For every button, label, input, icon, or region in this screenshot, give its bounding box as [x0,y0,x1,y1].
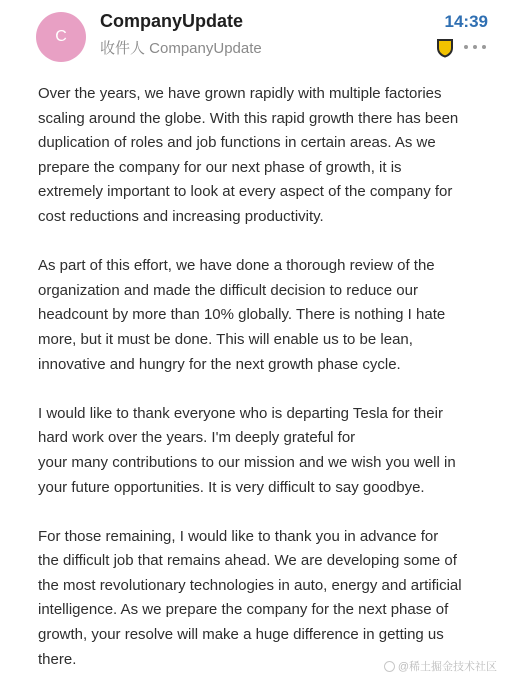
body-line: As part of this effort, we have done a thorough review of the [38,257,435,275]
watermark-logo-icon [384,661,395,672]
body-line: organization and made the difficult decision to reduce our [38,281,418,299]
body-line: extremely important to look at every aspect of the company for [38,183,453,201]
body-line: your future opportunities. It is very difficult to say goodbye. [38,478,425,496]
email-paragraph [38,82,488,230]
body-line: growth, your resolve will make a huge difference in getting us [38,626,444,644]
more-dots-icon[interactable] [464,44,486,50]
body-line: intelligence. As we prepare the company for the next phase of [38,601,449,619]
email-time: 14:39 [444,12,488,31]
more-dot [473,45,477,49]
body-line: the difficult job that remains ahead. We are developing some of [38,552,457,570]
body-line: more, but it must be done. This will enable us to be lean, [38,330,413,348]
sender-name: CompanyUpdate [100,11,244,31]
body-line: duplication of roles and job functions in certain areas. As we [38,134,436,152]
body-line: innovative and hungry for the next growth phase cycle. [38,355,401,373]
recipient-line[interactable]: 收件人 CompanyUpdate [100,40,262,57]
email-header [0,0,507,70]
body-line: Over the years, we have grown rapidly with multiple factories [38,85,442,102]
watermark [384,658,497,674]
email-paragraph [38,254,488,377]
watermark-text: @稀土掘金技术社区 [397,661,497,673]
sender-avatar[interactable] [36,12,86,62]
email-paragraph [38,402,488,500]
body-line: there. [38,650,77,668]
body-line: the most revolutionary technologies in auto, energy and artificial [38,576,462,594]
email-paragraph [38,525,488,673]
body-line: For those remaining, I would like to thank you in advance for [38,527,439,545]
shield-icon[interactable] [435,38,455,58]
body-line: headcount by more than 10% globally. There is nothing I hate [38,306,446,324]
body-line: I would like to thank everyone who is departing Tesla for their [38,404,443,422]
body-line: hard work over the years. I'm deeply grateful for [38,429,356,447]
avatar-initial: C [55,28,67,45]
body-line: scaling around the globe. With this rapid growth there has been [38,109,459,127]
more-dot [482,45,486,49]
body-line: cost reductions and increasing productivity. [38,207,324,225]
body-line: prepare the company for our next phase of growth, it is [38,158,402,176]
body-line: your many contributions to our mission and we wish you well in [38,453,456,471]
email-body [38,82,488,672]
more-dot [464,45,468,49]
